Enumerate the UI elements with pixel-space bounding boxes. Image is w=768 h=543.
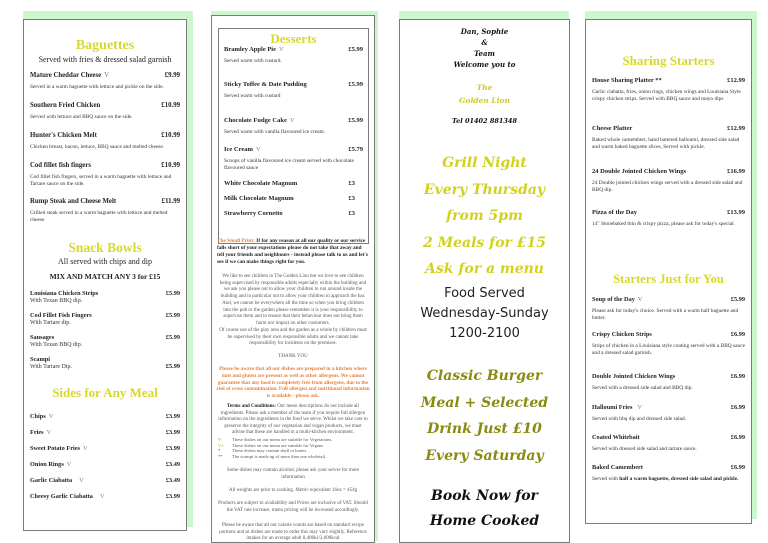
vegetarian-icon: V [46, 429, 52, 436]
item-description: Served with bbq dip and dressed side salad. [592, 416, 687, 422]
menu-item [30, 356, 180, 371]
item-price: £12.99 [727, 125, 745, 132]
item-description: Baked whole camembert, hand battered halloumi, dressed side salad and warm baked baguette slices, Served with pickle. [592, 137, 740, 151]
menu-item [224, 146, 363, 173]
promo-line: Every Saturday [425, 447, 544, 464]
asterisk-icon: * [218, 448, 221, 454]
item-price: £13.99 [727, 209, 745, 216]
item-price: £10.99 [161, 132, 180, 139]
item-name: 24 Double Jointed Chicken Wings [592, 168, 687, 175]
section-title-desserts: Desserts [270, 31, 317, 46]
promo-line: 2 Meals for £15 [423, 234, 546, 251]
promo-line: Meal + Selected [420, 394, 549, 411]
item-name: Baked Camembert [592, 464, 643, 471]
item-name: Soup of the Day [592, 296, 635, 303]
item-description: Served warm with vanilla flavoured ice cream. [224, 129, 326, 135]
children-policy: We like to see children in The Golden Lion but we love to see children being supervised by responsible adults especially within the building and we ask you please not to allow your children to run around inside the building and in particular not to allow your children to approach the bar. [219, 274, 367, 299]
menu-item [30, 461, 180, 468]
menu-item [224, 180, 363, 187]
item-name: Ice Cream [224, 146, 253, 153]
allergy-notice: Please be aware that all our dishes are prepared in a kitchen where nuts and gluten are present as well as other allergens. We cannot guarantee that any food is completely free from allergens, due to the risk of cross contamination. Full allergen and nutritional information is available - please ask. [216, 366, 370, 399]
promo-line: Classic Burger [426, 368, 543, 384]
venue-line: The [476, 83, 493, 92]
legend-text: These dishes on our menu are suitable for Vegans [232, 442, 323, 448]
menu-item [30, 72, 180, 91]
promo-line: Grill Night [442, 155, 527, 171]
item-price: £6.99 [730, 331, 745, 338]
item-name: Southern Fried Chicken [30, 102, 101, 109]
item-price: £5.99 [165, 290, 180, 297]
item-name: Milk Chocolate Magnum [224, 195, 294, 202]
welcome-line: & [481, 38, 488, 47]
item-name: Sausages [30, 334, 55, 341]
promo-line: Home Cooked [429, 513, 540, 529]
menu-panel-baguettes [23, 19, 187, 531]
item-name: House Sharing Platter ** [592, 77, 662, 84]
menu-item [592, 125, 745, 152]
hours-line: Food Served [444, 286, 525, 301]
item-price: £3 [348, 180, 355, 187]
item-price: £6.99 [730, 404, 745, 411]
item-name: Rump Steak and Cheese Melt [30, 198, 117, 205]
item-name: Onion Rings [30, 461, 64, 468]
item-name: Strawberry Cornetto [224, 210, 283, 217]
small-print-text: If for any reason at all our quality or our service falls short of your expectations please do not take that away and tell your friends and neighbours - instead please talk to us and let's see if we can make things right for you. [217, 238, 368, 265]
item-name: Chocolate Fudge Cake [224, 117, 287, 124]
item-name: Sticky Toffee & Date Pudding [224, 81, 307, 88]
item-name: Sweet Potato Fries [30, 445, 81, 452]
desserts-box [218, 28, 369, 244]
promo-line: Every Thursday [423, 181, 546, 198]
vegetarian-icon: V [48, 413, 54, 420]
terms-text: Our menu descriptions do not include all ingredients. Please ask a member of the team if you require full allergen information on the ingredients in the food we serve. Whilst we take care to preserve the integrity of our vegetarian and vegan products, we must advise that these are handled in a multi-kitchen environment. [218, 404, 368, 435]
menu-panel-starters [585, 19, 752, 524]
item-description: Cod fillet fish fingers, served in a warm baguette with lettuce and Tartare sauce on the side. [30, 174, 172, 188]
welcome-line: Team [474, 49, 495, 58]
section-subtitle: All served with chips and dip [58, 257, 152, 266]
opening-hours [400, 284, 569, 344]
item-description: Garlic ciabatta, fries, onion rings, chicken wings and Louisiana Style crispy chicken strips. Served with BBQ sauce and mayo dips [592, 89, 741, 103]
grill-night-promo [400, 150, 569, 283]
promo-line: Ask for a menu [425, 261, 544, 277]
item-price: £5.99 [348, 46, 363, 53]
vegetarian-icon: V [637, 296, 643, 303]
hours-line: Wednesday-Sunday [420, 306, 549, 321]
vegetarian-icon: V [83, 445, 88, 452]
item-description [592, 476, 745, 483]
item-name: Mature Cheddar Cheese [30, 72, 102, 79]
menu-item [30, 198, 180, 225]
item-name: Garlic Ciabatta [30, 477, 73, 484]
welcome-text [400, 26, 569, 70]
menu-item [30, 477, 180, 484]
venue-name [400, 81, 569, 107]
menu-item [30, 290, 180, 305]
menu-item [592, 168, 745, 195]
burger-promo [400, 363, 569, 469]
item-description: Please ask for today's choice. Served with a warm half baguette and butter. [592, 308, 739, 322]
item-description: Grilled steak served in a warm baguette with lettuce and melted cheese [30, 210, 168, 224]
item-name: Pizza of the Day [592, 209, 637, 216]
calorie-notice: Please be aware that all our calorie counts are based on standard recipe portions and as dishes are made to order this may vary slightly. Reference intakes for an average adult 8,400kJ/2,000kcal [219, 523, 367, 541]
double-asterisk-icon: ** [218, 454, 223, 460]
item-description: Served with dressed side salad and tartare sauce. [592, 446, 697, 452]
weights-notice: All weights are prior to cooking. Metric equivalent 16oz = 454g [228, 488, 358, 493]
booking-promo [400, 484, 569, 534]
item-price: £5.79 [348, 146, 363, 153]
vegetarian-icon: V [104, 72, 110, 79]
item-name: Coated Whitebait [592, 434, 640, 441]
menu-item [30, 312, 180, 327]
section-title-baguettes: Baguettes [75, 38, 135, 53]
section-title-sharing-starters: Sharing Starters [622, 53, 715, 68]
item-price: £10.99 [161, 102, 180, 109]
menu-item [30, 493, 180, 500]
item-price: £6.99 [730, 373, 745, 380]
item-description: Chicken breast, bacon, lettuce, BBQ sauce and melted cheese. [30, 144, 165, 150]
item-price: £3.99 [165, 445, 180, 452]
item-price: £5.99 [348, 117, 363, 124]
section-title-snack-bowls: Snack Bowls [68, 240, 142, 255]
vegetarian-icon: V [218, 437, 222, 442]
welcome-line: Dan, Sophie [460, 27, 509, 36]
vegetarian-icon: V [255, 146, 261, 153]
vegetarian-icon: V [99, 493, 105, 500]
section-title-sides: Sides for Any Meal [52, 385, 158, 400]
item-description: With Texan BBQ dip. [30, 342, 83, 348]
item-description: With Tartare Dip. [30, 364, 73, 370]
vegetarian-icon: V [289, 117, 295, 124]
item-price: £3.49 [165, 477, 180, 484]
item-price: £3.99 [165, 493, 180, 500]
item-price: £6.99 [730, 434, 745, 441]
vegetarian-icon: V [79, 477, 84, 484]
item-description: Scoops of vanilla flavoured ice cream served with chocolate flavoured sauce [224, 158, 354, 172]
desc-text: Served with [592, 476, 620, 482]
item-name: Bramley Apple Pie [224, 46, 276, 53]
vegan-icon: Vv [218, 442, 224, 448]
item-name: Cod Fillet Fish Fingers [30, 312, 92, 319]
dietary-legend [218, 437, 368, 460]
item-name: Double Jointed Chicken Wings [592, 373, 676, 380]
vegetarian-icon: V [66, 461, 72, 468]
item-description: Served warm with custard. [224, 58, 282, 64]
menu-item [592, 464, 745, 483]
item-price: £5.99 [165, 334, 180, 341]
desc-bold-text: half a warm baguette, dressed side salad and pickle. [619, 476, 739, 482]
menu-item [592, 331, 745, 358]
item-name: Fries [30, 429, 44, 436]
menu-item [30, 445, 180, 452]
menu-item [30, 334, 180, 349]
item-description: Served warm with custard [224, 93, 281, 99]
legend-text: These dishes on our menu are suitable for Vegetarians. [232, 437, 333, 442]
menu-item [224, 81, 363, 100]
small-print-label: The Small Print: [217, 238, 255, 244]
item-description: Served in a warm baguette with lettuce and pickle on the side. [30, 84, 164, 90]
menu-item [592, 373, 745, 392]
item-price: £12.99 [727, 77, 745, 84]
item-price: £10.99 [161, 162, 180, 169]
menu-item [592, 296, 745, 323]
item-price: £5.99 [730, 296, 745, 303]
terms-and-conditions [218, 404, 368, 437]
panel-accent [187, 11, 193, 527]
item-description: With Texan BBQ dip. [30, 298, 83, 304]
item-description: Served with lettuce and BBQ sauce on the side. [30, 114, 133, 120]
welcome-line: Welcome you to [453, 60, 516, 69]
item-description: 14" Stonebaked thin & crispy pizza, please ask for today's special. [592, 221, 735, 227]
thank-you: THANK YOU [278, 354, 308, 359]
children-policy: Of course use of the play area and the garden as a whole by children must be supervised by their own responsible adults and we cannot take responsibility for incidents on the premises. [219, 328, 367, 346]
menu-item [30, 162, 180, 189]
section-title-starters-for-you: Starters Just for You [613, 272, 724, 286]
item-description: Served with a dressed side salad and BBQ dip. [592, 385, 693, 391]
menu-item [30, 413, 180, 420]
item-price: £6.99 [730, 464, 745, 471]
item-price: £5.99 [165, 312, 180, 319]
menu-item [30, 102, 180, 121]
legend-text: These dishes may contain shell or bones. [232, 448, 308, 454]
item-price: £3.49 [165, 461, 180, 468]
menu-item [224, 46, 363, 65]
children-policy: And, we cannot be everywhere all the time so when you bring children into the pub or the garden please remember it is your responsibility to supervise them and to ensure that their behaviour does not bring them harm nor impact on other customers. [222, 301, 364, 326]
terms-label: Terms and Conditions: [227, 404, 277, 409]
menu-item [592, 434, 745, 453]
promo-panel [399, 19, 570, 543]
item-name: Cheesy Garlic Ciabatta [30, 493, 93, 500]
section-subtitle: Served with fries & dressed salad garnish [38, 55, 172, 64]
small-print-headline [217, 238, 369, 266]
vegetarian-icon: V [637, 404, 642, 411]
menu-item [224, 210, 363, 217]
vegetarian-icon: V [279, 46, 284, 53]
item-name: White Chocolate Magnum [224, 180, 298, 187]
menu-item [224, 117, 363, 136]
item-name: Crispy Chicken Strips [592, 331, 652, 338]
promo-line: from 5pm [446, 208, 523, 224]
promo-line: Drink Just £10 [427, 421, 542, 437]
telephone: Tel 01402 881348 [452, 117, 517, 125]
venue-line: Golden Lion [459, 96, 510, 105]
menu-panel-desserts [211, 15, 375, 543]
item-description: With Tartare dip. [30, 320, 71, 326]
item-price: £3 [348, 195, 355, 202]
vat-notice: Products are subject to availability and Prices are inclusive of VAT. Should the VAT rate increase, menu pricing will be increased accordingly. [218, 501, 368, 513]
menu-item [592, 209, 745, 228]
alcohol-notice: Some dishes may contain alcohol, please ask your server for more information [226, 468, 360, 480]
item-description: Strips of chicken in a Louisiana style coating served with a BBQ sauce and a dressed salad garnish. [592, 343, 745, 357]
offer-text: MIX AND MATCH ANY 3 for £15 [49, 272, 161, 281]
item-name: Cod fillet fish fingers [30, 162, 91, 169]
item-name: Chips [30, 413, 46, 420]
menu-item [30, 429, 180, 436]
hours-line: 1200-2100 [449, 326, 520, 341]
item-name: Hunter's Chicken Melt [30, 132, 97, 139]
menu-item [592, 77, 745, 104]
item-price: £5.99 [165, 363, 180, 370]
menu-item [592, 404, 745, 423]
item-name: Cheese Platter [592, 125, 633, 132]
item-price: £11.99 [161, 198, 180, 205]
menu-item [30, 132, 180, 151]
item-name: Louisiana Chicken Strips [30, 290, 99, 297]
item-name: Halloumi Fries [592, 404, 633, 411]
legend-text: The scampi is made up of more than one wholetail. [232, 454, 327, 460]
item-price: £3.99 [165, 429, 180, 436]
item-price: £3 [348, 210, 355, 217]
item-price: £9.99 [164, 72, 180, 79]
promo-line: Book Now for [431, 488, 538, 504]
item-price: £5.99 [348, 81, 363, 88]
item-price: £3.99 [165, 413, 180, 420]
item-description: 24 Double jointed chicken wings served with a dressed side salad and BBQ dip. [592, 180, 743, 194]
item-name: Scampi [30, 356, 50, 363]
item-price: £16.99 [727, 168, 745, 175]
menu-item [224, 195, 363, 202]
panel-accent [752, 11, 757, 519]
